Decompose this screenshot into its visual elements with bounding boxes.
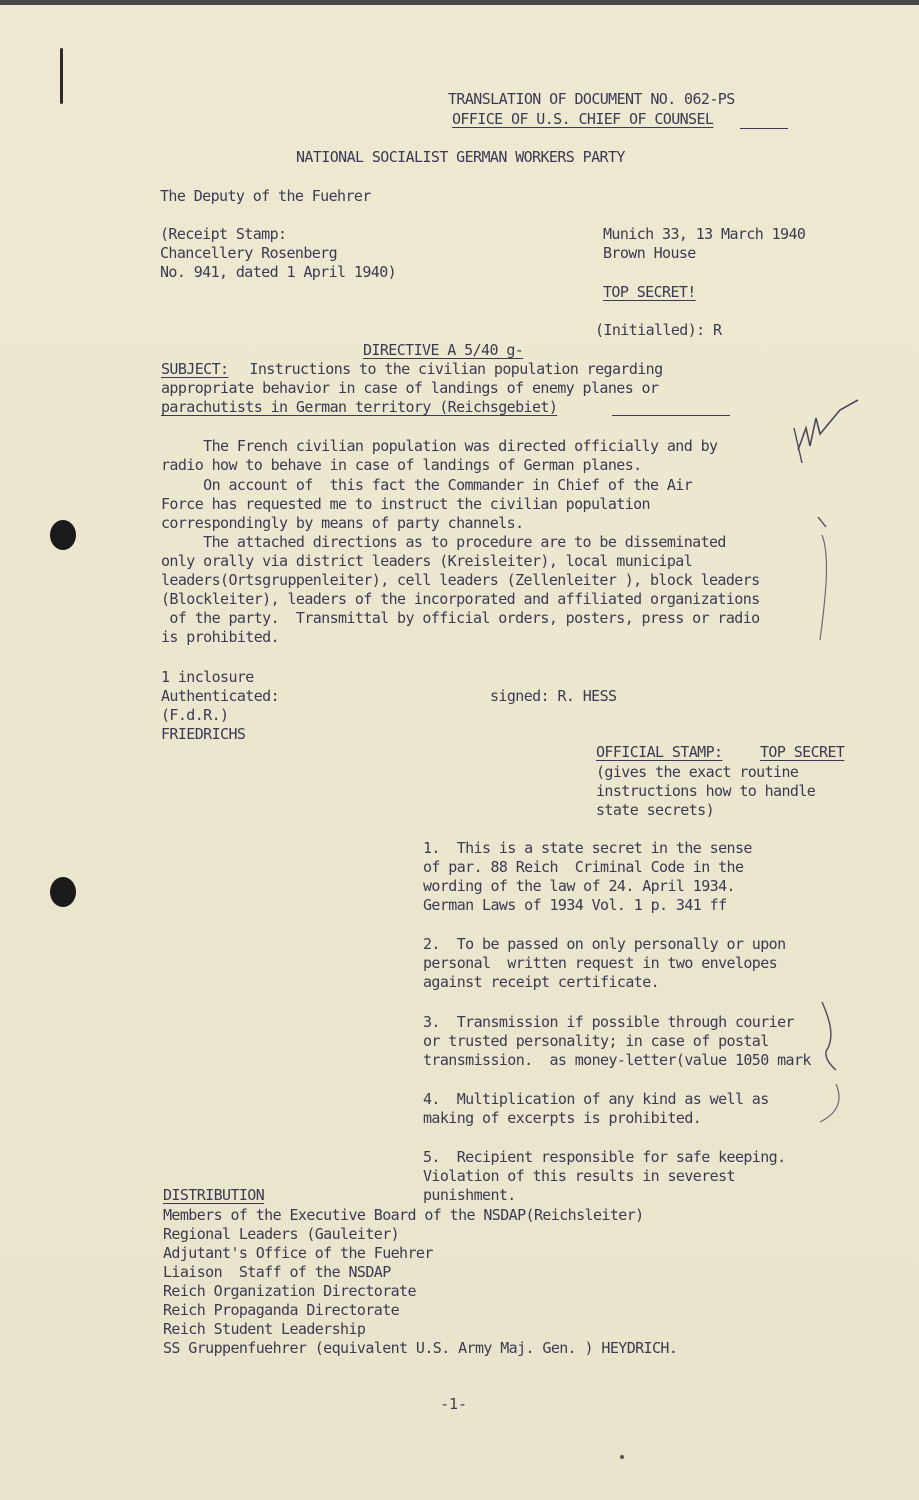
margin-bracket-mark xyxy=(800,515,860,645)
body-line: is prohibited. xyxy=(161,628,280,646)
distribution-item: Regional Leaders (Gauleiter) xyxy=(163,1225,400,1243)
date-line: Munich 33, 13 March 1940 xyxy=(603,225,806,243)
numbered-item-line: against receipt certificate. xyxy=(423,973,660,991)
translation-header: TRANSLATION OF DOCUMENT NO. 062-PS xyxy=(448,90,735,108)
subject-label: SUBJECT: xyxy=(161,360,229,378)
distribution-item: Reich Student Leadership xyxy=(163,1320,366,1338)
numbered-item-line: transmission. as money-letter(value 1050 mark xyxy=(423,1051,811,1069)
numbered-item-line: wording of the law of 24. April 1934. xyxy=(423,877,735,895)
margin-bracket-mark xyxy=(800,1000,860,1130)
body-line: correspondingly by means of party channels. xyxy=(161,514,524,532)
subject-line: appropriate behavior in case of landings of enemy planes or xyxy=(161,379,659,397)
friedrichs-line: FRIEDRICHS xyxy=(161,725,246,743)
office-header: OFFICE OF U.S. CHIEF OF COUNSEL xyxy=(452,110,714,128)
body-line: On account of this fact the Commander in Chief of the Air xyxy=(161,476,693,494)
numbered-item-line: punishment. xyxy=(423,1186,516,1204)
numbered-item-line: 5. Recipient responsible for safe keeping. xyxy=(423,1148,786,1166)
official-stamp-line: (gives the exact routine xyxy=(596,763,799,781)
margin-mark xyxy=(60,48,63,104)
brown-house: Brown House xyxy=(603,244,696,262)
subject-line: parachutists in German territory (Reichsgebiet) xyxy=(161,398,558,416)
distribution-item: Reich Propaganda Directorate xyxy=(163,1301,400,1319)
scan-edge xyxy=(0,0,919,5)
body-line: The French civilian population was directed officially and by xyxy=(161,437,718,455)
numbered-item-line: German Laws of 1934 Vol. 1 p. 341 ff xyxy=(423,896,727,914)
punch-hole xyxy=(50,877,76,907)
body-line: leaders(Ortsgruppenleiter), cell leaders (Zellenleiter ), block leaders xyxy=(161,571,760,589)
receipt-line: (Receipt Stamp: xyxy=(160,225,287,243)
official-stamp-line: state secrets) xyxy=(596,801,715,819)
numbered-item-line: 2. To be passed on only personally or upon xyxy=(423,935,786,953)
distribution-item: Members of the Executive Board of the NSDAP(Reichsleiter) xyxy=(163,1206,644,1224)
receipt-line: Chancellery Rosenberg xyxy=(160,244,338,262)
punch-hole xyxy=(50,520,76,550)
distribution-item: Liaison Staff of the NSDAP xyxy=(163,1263,391,1281)
body-line: radio how to behave in case of landings of German planes. xyxy=(161,456,642,474)
office-underline xyxy=(740,128,788,129)
official-stamp-line: instructions how to handle xyxy=(596,782,816,800)
signed-line: signed: R. HESS xyxy=(490,687,617,705)
body-line: of the party. Transmittal by official orders, posters, press or radio xyxy=(161,609,760,627)
distribution-item: Reich Organization Directorate xyxy=(163,1282,416,1300)
numbered-item-line: or trusted personality; in case of postal xyxy=(423,1032,769,1050)
numbered-item-line: 1. This is a state secret in the sense xyxy=(423,839,752,857)
distribution-item: Adjutant's Office of the Fuehrer xyxy=(163,1244,433,1262)
numbered-item-line: Violation of this results in severest xyxy=(423,1167,735,1185)
body-line: The attached directions as to procedure are to be disseminated xyxy=(161,533,726,551)
fdr-line: (F.d.R.) xyxy=(161,706,229,724)
body-line: only orally via district leaders (Kreisleiter), local municipal xyxy=(161,552,693,570)
numbered-item-line: 3. Transmission if possible through courier xyxy=(423,1013,794,1031)
page-number: -1- xyxy=(440,1395,468,1413)
deputy-line: The Deputy of the Fuehrer xyxy=(160,187,371,205)
directive-title: DIRECTIVE A 5/40 g- xyxy=(363,341,524,359)
subject-line: Instructions to the civilian population regarding xyxy=(241,360,663,378)
body-line: (Blockleiter), leaders of the incorporated and affiliated organizations xyxy=(161,590,760,608)
official-stamp-label: OFFICIAL STAMP: xyxy=(596,743,723,761)
authenticated-line: Authenticated: xyxy=(161,687,280,705)
top-secret-mark: TOP SECRET! xyxy=(603,283,696,301)
numbered-item-line: making of excerpts is prohibited. xyxy=(423,1109,702,1127)
numbered-item-line: of par. 88 Reich Criminal Code in the xyxy=(423,858,744,876)
scan-speck xyxy=(620,1455,624,1459)
body-line: Force has requested me to instruct the civilian population xyxy=(161,495,650,513)
distribution-item: SS Gruppenfuehrer (equivalent U.S. Army Maj. Gen. ) HEYDRICH. xyxy=(163,1339,678,1357)
inclosure-line: 1 inclosure xyxy=(161,668,254,686)
distribution-title: DISTRIBUTION xyxy=(163,1186,265,1204)
receipt-line: No. 941, dated 1 April 1940) xyxy=(160,263,397,281)
margin-check-mark xyxy=(780,388,870,478)
party-title: NATIONAL SOCIALIST GERMAN WORKERS PARTY xyxy=(296,148,625,166)
official-stamp-top-secret: TOP SECRET xyxy=(760,743,845,761)
initialled-line: (Initialled): R xyxy=(595,321,722,339)
numbered-item-line: personal written request in two envelopes xyxy=(423,954,778,972)
subject-underline xyxy=(612,415,730,416)
numbered-item-line: 4. Multiplication of any kind as well as xyxy=(423,1090,769,1108)
